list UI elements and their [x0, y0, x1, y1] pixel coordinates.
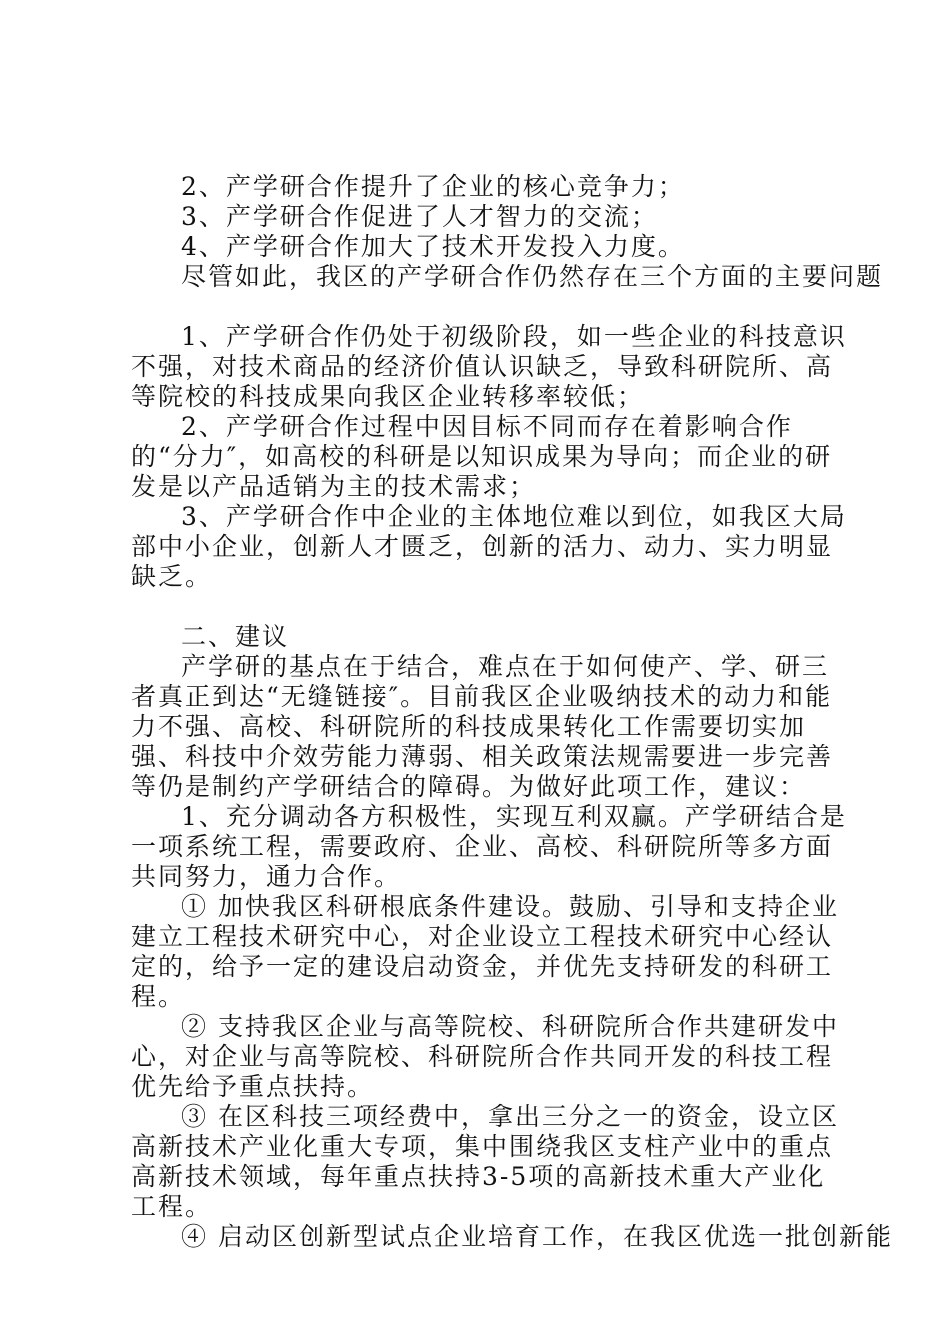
paragraph-problem-2: 2、产学研合作过程中因目标不同而存在着影响合作的“分力″，如高校的科研是以知识成果为导向；而企业的研发是以产品适销为主的技术需求； [131, 412, 833, 501]
paragraph-problem-1: 1、产学研合作仍处于初级阶段，如一些企业的科技意识不强，对技术商品的经济价值认识缺乏，导致科研院所、高等院校的科技成果向我区企业转移率较低； [131, 322, 847, 411]
paragraph-problem-3: 3、产学研合作中企业的主体地位难以到位，如我区大局部中小企业，创新人才匮乏，创新的活力、动力、实力明显缺乏。 [131, 502, 847, 591]
paragraph-suggestions-intro: 产学研的基点在于结合，难点在于如何使产、学、研三者真正到达“无缝链接″。目前我区企业吸纳技术的动力和能力不强、高校、科研院所的科技成果转化工作需要切实加强、科技中介效劳能力薄弱、相关政策法规需要进一步完善等仍是制约产学研结合的障碍。为做好此项工作，建议： [131, 652, 834, 801]
paragraph-measure-4: ④ 启动区创新型试点企业培育工作，在我区优选一批创新能 [181, 1222, 893, 1251]
paragraph-suggestion-1: 1、充分调动各方积极性，实现互利双赢。产学研结合是一项系统工程，需要政府、企业、高校、科研院所等多方面共同努力，通力合作。 [131, 802, 847, 891]
section-heading-suggestions: 二、建议 [181, 622, 290, 651]
document-body [131, 172, 893, 1252]
paragraph-problems-intro: 尽管如此，我区的产学研合作仍然存在三个方面的主要问题 [181, 262, 884, 291]
paragraph-measure-2: ② 支持我区企业与高等院校、科研院所合作共建研发中心，对企业与高等院校、科研院所合作共同开发的科技工程优先给予重点扶持。 [131, 1012, 839, 1101]
paragraph-point-2: 2、产学研合作提升了企业的核心竞争力； [181, 172, 685, 201]
paragraph-point-4: 4、产学研合作加大了技术开发投入力度。 [181, 232, 685, 261]
paragraph-measure-1: ① 加快我区科研根底条件建设。鼓励、引导和支持企业建立工程技术研究中心，对企业设立工程技术研究中心经认定的，给予一定的建设启动资金，并优先支持研发的科研工程。 [131, 892, 839, 1011]
paragraph-measure-3: ③ 在区科技三项经费中，拿出三分之一的资金，设立区高新技术产业化重大专项，集中围绕我区支柱产业中的重点高新技术领域，每年重点扶持3-5项的高新技术重大产业化工程。 [131, 1102, 839, 1221]
paragraph-point-3: 3、产学研合作促进了人才智力的交流； [181, 202, 658, 231]
